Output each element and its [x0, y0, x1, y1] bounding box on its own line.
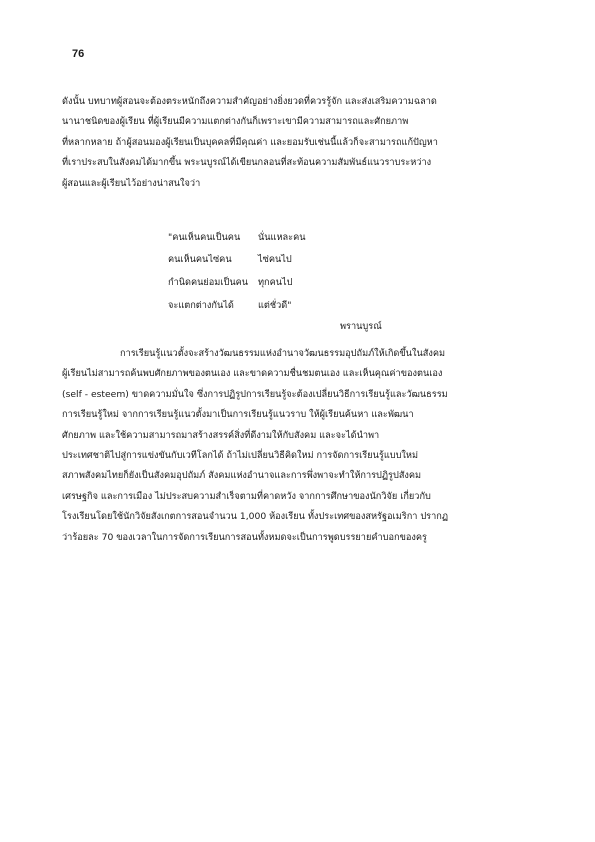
- text-line: นานาชนิดของผู้เรียน ที่ผู้เรียนมีความแตกต่างกันก็เพราะเขามีความสามารถและศักยภาพ: [62, 116, 409, 128]
- poem-right-verse: ทุกคนไป: [258, 276, 293, 288]
- text-line: โรงเรียนโดยใช้นักวิจัยสังเกตการสอนจำนวน 1,000 ห้องเรียน ทั้งประเทศของสหรัฐอเมริกา ปรากฏ: [62, 511, 448, 523]
- poem-author: พรานบูรณ์: [340, 321, 382, 332]
- text-line: ศักยภาพ และใช้ความสามารถมาสร้างสรรค์สิ่งที่ดีงามให้กับสังคม และจะได้นำพา: [62, 429, 380, 441]
- poem-right-verse: ไซ่คนไป: [258, 254, 292, 266]
- poem-left-verse: จะแตกต่างกันได้: [168, 299, 234, 311]
- text-line: ผู้เรียนไม่สามารถค้นพบศักยภาพของตนเอง และขาดความชื่นชมตนเอง และเห็นคุณค่าของตนเอง: [62, 368, 443, 380]
- text-line: ประเทศชาติไปสู่การแข่งขันกับเวทีโลกได้ ถ้าไม่เปลี่ยนวิธีคิดใหม่ การจัดการเรียนรู้แบบใหม่: [62, 450, 419, 462]
- poem-row: [168, 294, 428, 317]
- poem-right-verse: นั่นแหละคน: [258, 231, 306, 243]
- poem-block: [168, 226, 428, 316]
- poem-left-verse: กำนิดคนย่อมเป็นคน: [168, 276, 249, 288]
- text-line: ผู้สอนและผู้เรียนไว้อย่างน่าสนใจว่า: [62, 177, 201, 189]
- text-line: ดังนั้น บทบาทผู้สอนจะต้องตระหนักถึงความสำคัญอย่างยิ่งยวดที่ควรรู้จัก และส่งเสริมความฉลาด: [62, 96, 437, 107]
- poem-row: [168, 226, 428, 249]
- text-line: ที่เราประสบในสังคมได้มากขึ้น พระนบูรณ์ได้เขียนกลอนที่สะท้อนความสัมพันธ์แนวราบระหว่าง: [62, 157, 432, 169]
- text-line: ที่หลากหลาย ถ้าผู้สอนมองผู้เรียนเป็นบุคคลที่มีคุณค่า และยอมรับเช่นนี้แล้วก็จะสามารถแก้ปัญหา: [62, 136, 438, 148]
- text-line: ว่าร้อยละ 70 ของเวลาในการจัดการเรียนการสอนทั้งหมดจะเป็นการพูดบรรยายคำบอกของครู: [62, 531, 427, 543]
- poem-row: [168, 249, 428, 272]
- page-number: 76: [72, 48, 85, 60]
- poem-right-verse: แต่ชั่วดี": [258, 299, 292, 311]
- text-line: เศรษฐกิจ และการเมือง ไม่ประสบความสำเร็จตามที่คาดหวัง จากการศึกษาของนักวิจัย เกี่ยวกับ: [62, 490, 431, 502]
- poem-left-verse: "คนเห็นคนเป็นคน: [168, 231, 241, 243]
- text-line: สภาพสังคมไทยก็ยังเป็นสังคมอุปถัมภ์ สังคมแห่งอำนาจและการพึ่งพาจะทำให้การปฏิรูปสังคม: [62, 470, 422, 482]
- poem-left-verse: คนเห็นคนไซ่คน: [168, 254, 232, 266]
- paragraph-2: [62, 344, 532, 548]
- text-line: การเรียนรู้ใหม่ จากการเรียนรู้แนวตั้งมาเป็นการเรียนรู้แนวราบ ให้ผู้เรียนค้นหา และพัฒนา: [62, 409, 414, 421]
- paragraph-1: [62, 92, 532, 194]
- poem-row: [168, 271, 428, 294]
- text-line: (self - esteem) ขาดความมั่นใจ ซึ่งการปฏิรูปการเรียนรู้จะต้องเปลี่ยนวิธีการเรียนรู้และวัฒนธรรม: [62, 388, 448, 400]
- text-line: การเรียนรู้แนวตั้งจะสร้างวัฒนธรรมแห่งอำนาจวัฒนธรรมอุปถัมภ์ให้เกิดขึ้นในสังคม: [120, 348, 446, 359]
